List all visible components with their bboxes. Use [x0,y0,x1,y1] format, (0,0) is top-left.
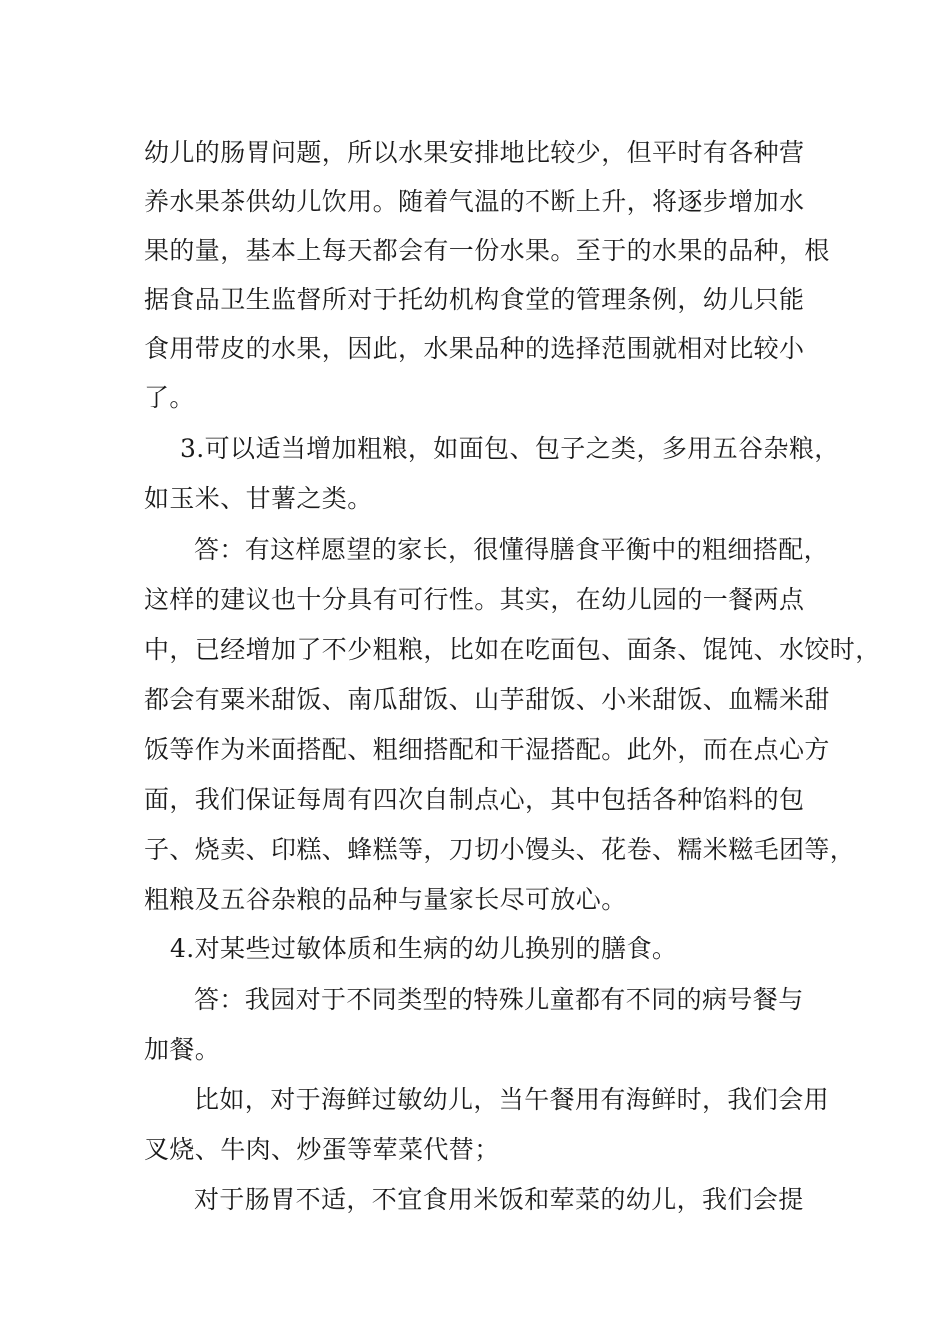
text-line: 幼儿的肠胃问题，所以水果安排地比较少，但平时有各种营 [144,138,805,167]
text-line: 中，已经增加了不少粗粮，比如在吃面包、面条、馄饨、水饺时， [144,635,881,664]
text-line: 据食品卫生监督所对于托幼机构食堂的管理条例，幼儿只能 [144,285,805,314]
text-line: 子、烧卖、印糕、蜂糕等，刀切小馒头、花卷、糯米糍毛团等， [144,835,856,864]
paragraph-start: 对于肠胃不适，不宜食用米饭和荤菜的幼儿，我们会提 [194,1185,804,1214]
text-line: 如玉米、甘薯之类。 [144,484,373,513]
text-line: 加餐。 [144,1035,221,1064]
text-line: 果的量，基本上每天都会有一份水果。至于的水果的品种，根 [144,236,830,265]
text-line: 都会有粟米甜饭、南瓜甜饭、山芋甜饭、小米甜饭、血糯米甜 [144,685,830,714]
text-line: 食用带皮的水果，因此，水果品种的选择范围就相对比较小 [144,334,805,363]
text-line: 面，我们保证每周有四次自制点心，其中包括各种馅料的包 [144,785,805,814]
paragraph-start: 比如，对于海鲜过敏幼儿，当午餐用有海鲜时，我们会用 [194,1085,830,1114]
text-line: 粗粮及五谷杂粮的品种与量家长尽可放心。 [144,885,627,914]
text-line: 叉烧、牛肉、炒蛋等荤菜代替； [144,1135,500,1164]
answer-paragraph-start: 答：我园对于不同类型的特殊儿童都有不同的病号餐与 [194,985,804,1014]
answer-paragraph-start: 答：有这样愿望的家长，很懂得膳食平衡中的粗细搭配， [194,535,830,564]
list-item-heading: 3.可以适当增加粗粮，如面包、包子之类，多用五谷杂粮， [180,434,840,463]
text-line: 养水果茶供幼儿饮用。随着气温的不断上升，将逐步增加水 [144,187,805,216]
text-line: 了。 [144,383,195,412]
text-line: 这样的建议也十分具有可行性。其实，在幼儿园的一餐两点 [144,585,805,614]
text-line: 饭等作为米面搭配、粗细搭配和干湿搭配。此外，而在点心方 [144,735,830,764]
list-item-heading: 4.对某些过敏体质和生病的幼儿换别的膳食。 [170,934,678,963]
